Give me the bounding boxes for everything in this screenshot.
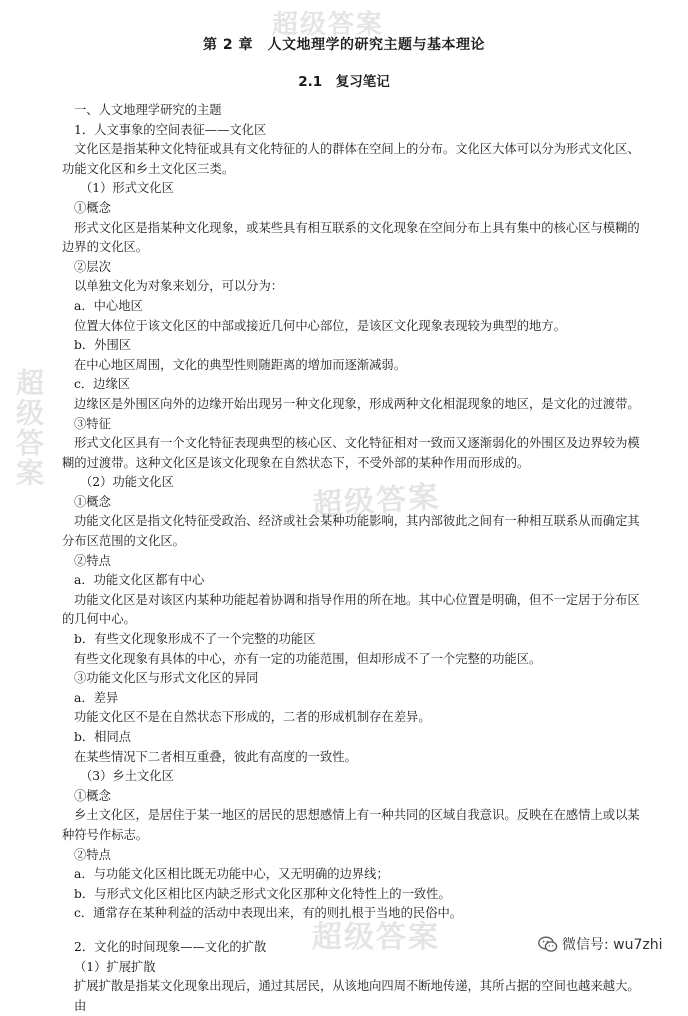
- text-line: 在某些情况下二者相互重叠，彼此有高度的一致性。: [74, 749, 357, 764]
- text-line: c．通常存在某种利益的活动中表现出来，有的则扎根于当地的民俗中。: [74, 906, 463, 921]
- watermark: 超级答案: [272, 10, 385, 40]
- watermark: 超级答案: [311, 479, 442, 524]
- text-line: ③功能文化区与形式文化区的异同: [74, 671, 259, 686]
- text-line: 功能文化区是指文化特征受政治、经济或社会某种功能影响，其内部彼此之间有一种相互联系从而确定其分布区范围的文化区。: [62, 514, 640, 549]
- text-line: a．差异: [74, 690, 119, 705]
- text-line: 文化区是指某种文化特征或具有文化特征的人的群体在空间上的分布。文化区大体可以分为形式文化区、功能文化区和乡土文化区三类。: [62, 142, 640, 176]
- text-line: c．边缘区: [74, 377, 131, 392]
- text-line: b．外围区: [74, 338, 132, 353]
- text-line: 形式文化区具有一个文化特征表现典型的核心区、文化特征相对一致而又逐渐弱化的外围区及边界较为模糊的过渡带。这种文化区是该文化现象在自然状态下，不受外部的某种作用而形成的。: [62, 436, 640, 470]
- text-line: b．相同点: [74, 730, 132, 744]
- text-line: （2）功能文化区: [80, 475, 174, 490]
- text-line: ①概念: [74, 788, 111, 803]
- text-line: 功能文化区不是在自然状态下形成的，二者的形成机制存在差异。: [74, 710, 431, 725]
- text-line: 乡土文化区，是居住于某一地区的居民的思想感情上有一种共同的区域自我意识。反映在在感情上或以某种符号作标志。: [62, 808, 640, 842]
- chapter-title: 第 2 章 人文地理学的研究主题与基本理论: [203, 37, 485, 53]
- text-line: 以单独文化为对象来划分，可以分为：: [74, 279, 284, 294]
- text-line: ②特点: [74, 847, 111, 862]
- text-line: （3）乡土文化区: [80, 769, 174, 784]
- text-line: ①概念: [74, 494, 111, 509]
- document-body: [62, 101, 650, 1016]
- text-line: 位置大体位于该文化区的中部或接近几何中心部位，是该区文化现象表现较为典型的地方。: [74, 318, 566, 333]
- text-line: a．与功能文化区相比既无功能中心，又无明确的边界线；: [74, 867, 389, 882]
- text-line: 1．人文事象的空间表征——文化区: [74, 122, 267, 137]
- wechat-icon: [538, 936, 558, 953]
- text-line: （1）扩展扩散: [74, 959, 156, 974]
- text-line: b．与形式文化区相比区内缺乏形式文化区那种文化特性上的一致性。: [74, 886, 451, 901]
- section-title: 2.1 复习笔记: [298, 74, 390, 90]
- text-line: 扩展扩散是指某文化现象出现后，通过其居民，从该地向四周不断地传递，其所占据的空间也越来越大。由: [74, 979, 640, 1013]
- text-line: a．功能文化区都有中心: [74, 573, 205, 588]
- text-line: 在中心地区周围，文化的典型性则随距离的增加而逐渐减弱。: [74, 357, 407, 372]
- text-line: a．中心地区: [74, 298, 143, 313]
- watermark: 超级答案: [12, 368, 45, 488]
- text-line: ②层次: [74, 259, 111, 274]
- wechat-id: 微信号: wu7zhi: [562, 937, 663, 953]
- text-line: 功能文化区是对该区内某种功能起着协调和指导作用的所在地。其中心位置是明确，但不一定居于分布区的几何中心。: [62, 592, 640, 627]
- text-line: 形式文化区是指某种文化现象，或某些具有相互联系的文化现象在空间分布上具有集中的核心区与模糊的边界的文化区。: [62, 220, 640, 255]
- text-line: ②特点: [74, 553, 111, 568]
- text-line: ③特征: [74, 416, 111, 431]
- text-line: 2．文化的时间现象——文化的扩散: [74, 939, 267, 954]
- text-line: ①概念: [74, 200, 111, 215]
- text-line: 一、人文地理学研究的主题: [74, 103, 222, 117]
- text-line: （1）形式文化区: [80, 181, 174, 196]
- watermark: 超级答案: [312, 920, 440, 955]
- text-line: 有些文化现象有具体的中心，亦有一定的功能范围，但却形成不了一个完整的功能区。: [74, 651, 542, 666]
- text-line: 边缘区是外围区向外的边缘开始出现另一种文化现象，形成两种文化相混现象的地区，是文化的过渡带。: [74, 396, 640, 411]
- wechat-badge: [538, 934, 663, 954]
- text-line: b．有些文化现象形成不了一个完整的功能区: [74, 632, 316, 647]
